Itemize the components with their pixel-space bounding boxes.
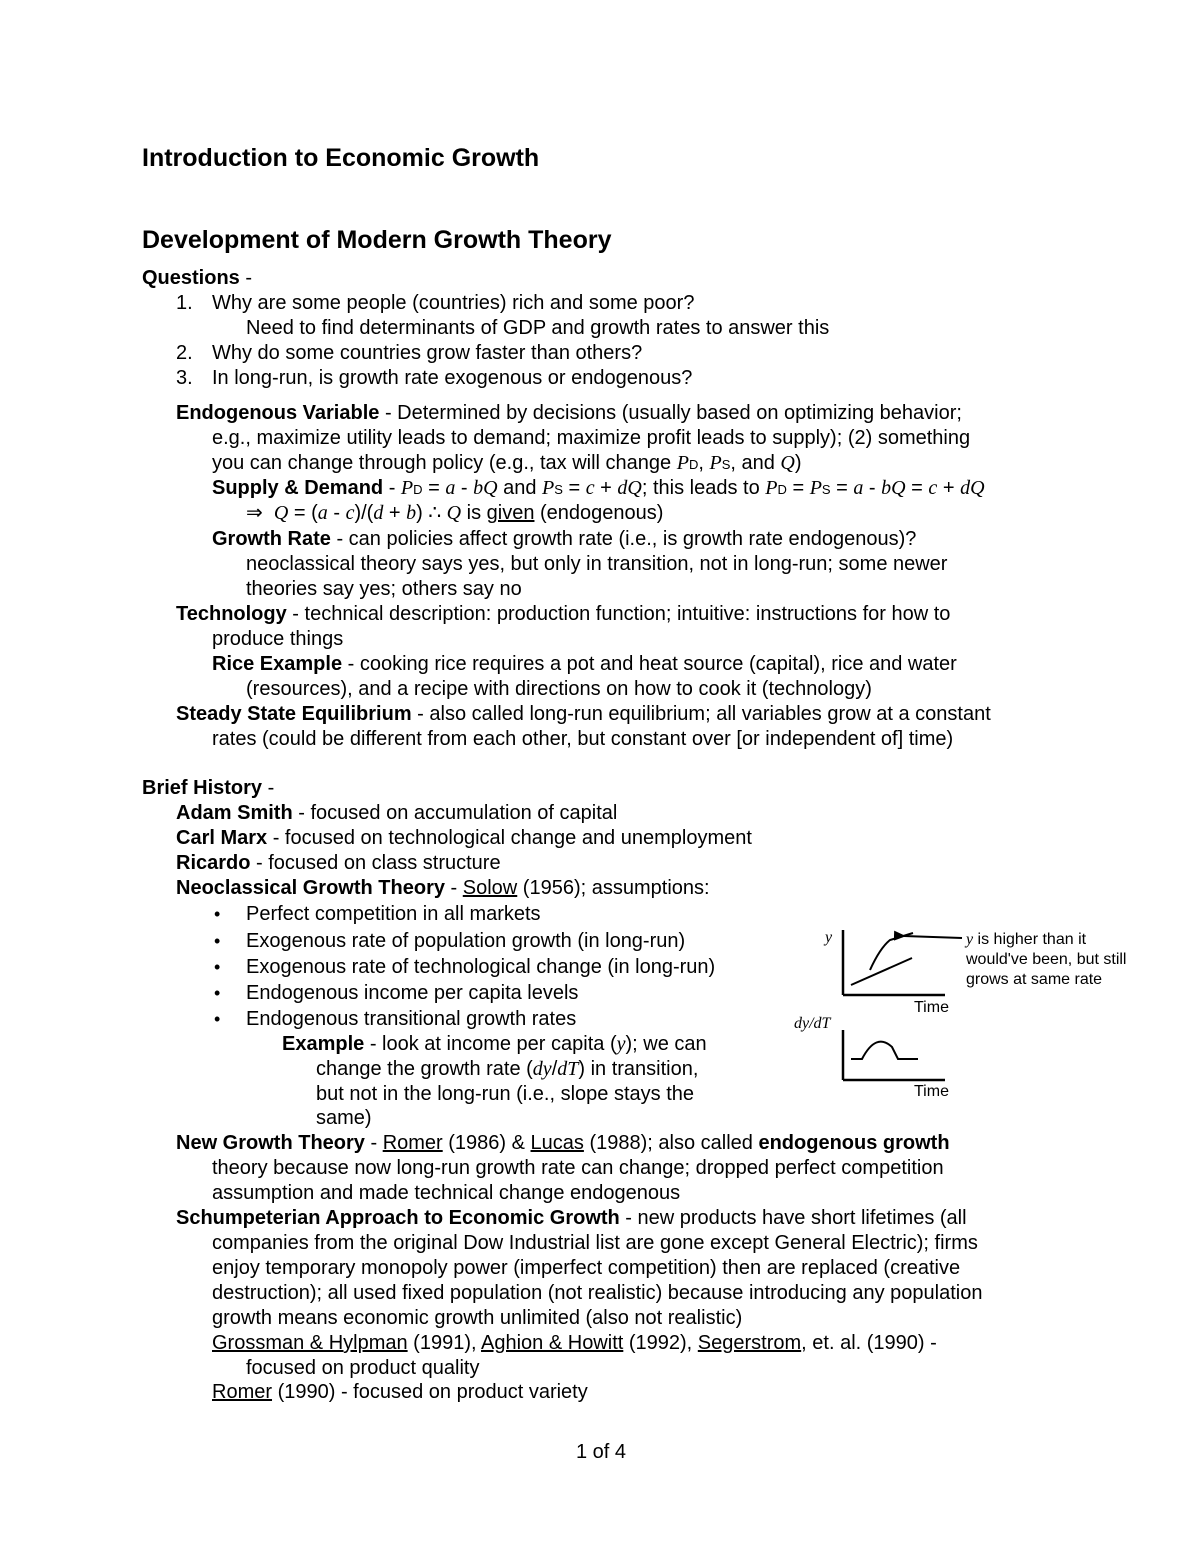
section-heading: Development of Modern Growth Theory [142,226,612,254]
bullet-marker: • [214,904,221,924]
example-line-4: same) [316,1107,372,1129]
bullet-marker: • [214,983,221,1003]
endogenous-line-1: - Determined by decisions (usually based on optimizing behavior; [379,402,962,424]
romer-reference: Romer [382,1132,443,1154]
graph-note-line-2: would've been, but still [966,951,1127,968]
example-line-1: Example - look at income per capita (y); we can [282,1033,707,1055]
page-number: 1 of 4 [576,1441,627,1463]
question-number: 1. [176,292,193,314]
growth-rate-term: Growth Rate [212,528,331,550]
rice-example-term: Rice Example [212,653,343,675]
graph-y-label: y [825,929,833,946]
graph-note-line-1: y is higher than it [966,931,1087,948]
bullet-marker: • [214,1009,221,1029]
graph-time-label: Time [914,1083,949,1100]
example-line-3: but not in the long-run (i.e., slope stays the [316,1083,694,1105]
history-neoclassical: Neoclassical Growth Theory - Solow (1956); assumptions: [176,877,710,899]
schumpeterian-line-5: growth means economic growth unlimited (also not realistic) [212,1307,743,1329]
graph-time-label: Time [914,999,949,1016]
question-note: Need to find determinants of GDP and growth rates to answer this [246,317,830,339]
quality-references: Grossman & Hylpman (1991), Aghion & Howitt (1992), Segerstrom, et. al. (1990) - [212,1332,937,1354]
schumpeterian-line-3: enjoy temporary monopoly power (imperfect competition) then are replaced (creative [212,1257,961,1279]
technology-term: Technology [176,603,287,625]
question-text: Why do some countries grow faster than others? [212,342,643,364]
new-growth-theory: New Growth Theory - Romer (1986) & Lucas (1988); also called endogenous growth [176,1132,950,1154]
technology-definition: Technology - technical description: production function; intuitive: instructions for how to [176,603,951,625]
history-heading: Brief History - [142,777,275,799]
bullet-marker: • [214,931,221,951]
given-underlined: given [486,502,535,524]
assumption-item: Endogenous income per capita levels [246,982,579,1004]
quality-references-line-2: focused on product quality [246,1357,480,1379]
supply-demand-solution: ⇒ Q = (a - c)/(d + b) ∴ Q is given (endogenous) [246,502,664,524]
questions-separator: - [239,267,253,289]
schumpeterian-approach: Schumpeterian Approach to Economic Growth - new products have short lifetimes (all [176,1207,967,1229]
rice-example: Rice Example - cooking rice requires a pot and heat source (capital), rice and water [212,653,957,675]
steady-state-line-2: rates (could be different from each other, but constant over [or independent of] time) [212,728,954,750]
graph-dy-dt-label: dy/dT [794,1015,831,1032]
endogenous-line-3: you can change through policy (e.g., tax will change PD, PS, and Q) [212,452,802,474]
questions-label: Questions [142,267,240,289]
assumption-item: Perfect competition in all markets [246,903,541,925]
growth-rate-line-2: neoclassical theory says yes, but only in transition, not in long-run; some newer [246,553,948,575]
graph-note-line-3: grows at same rate [966,971,1103,988]
annotation-arrow [904,936,962,938]
growth-rate-line-3: theories say yes; others say no [246,578,522,600]
schumpeterian-line-4: destruction); all used fixed population (not realistic) because introducing any population [212,1282,983,1304]
endogenous-line-3-text: you can change through policy (e.g., tax will change [212,452,677,474]
rice-example-line-2: (resources), and a recipe with directions on how to cook it (technology) [246,678,872,700]
shifted-path-line [870,933,913,970]
bullet-marker: • [214,957,221,977]
assumption-item: Exogenous rate of technological change (in long-run) [246,956,716,978]
supply-demand-term: Supply & Demand [212,477,384,499]
question-number: 2. [176,342,193,364]
endogenous-line-2: e.g., maximize utility leads to demand; maximize profit leads to supply); (2) something [212,427,971,449]
steady-state-definition: Steady State Equilibrium - also called long-run equilibrium; all variables grow at a constant [176,703,991,725]
page-title: Introduction to Economic Growth [142,144,540,172]
technology-line-2: produce things [212,628,344,650]
assumption-item: Endogenous transitional growth rates [246,1008,577,1030]
history-ricardo: Ricardo - focused on class structure [176,852,501,874]
variety-reference: Romer (1990) - focused on product variety [212,1381,588,1403]
solow-reference: Solow [462,877,518,899]
history-smith: Adam Smith - focused on accumulation of capital [176,802,618,824]
history-marx: Carl Marx - focused on technological change and unemployment [176,827,752,849]
growth-rate-bump [851,1042,918,1059]
new-growth-line-2: theory because now long-run growth rate can change; dropped perfect competition [212,1157,944,1179]
new-growth-line-3: assumption and made technical change endogenous [212,1182,681,1204]
history-label: Brief History [142,777,263,799]
schumpeterian-line-2: companies from the original Dow Industrial list are gone except General Electric); firms [212,1232,978,1254]
growth-rate-definition: Growth Rate - can policies affect growth rate (i.e., is growth rate endogenous)? [212,528,917,550]
example-term: Example [282,1033,365,1055]
original-path-line [851,958,912,985]
question-text: Why are some people (countries) rich and some poor? [212,292,695,314]
steady-state-term: Steady State Equilibrium [176,703,412,725]
lucas-reference: Lucas [530,1132,584,1154]
question-text: In long-run, is growth rate exogenous or endogenous? [212,367,693,389]
endogenous-term: Endogenous Variable [176,402,380,424]
assumption-item: Exogenous rate of population growth (in long-run) [246,930,686,952]
example-line-2: change the growth rate (dy/dT) in transition, [316,1058,699,1080]
question-number: 3. [176,367,193,389]
supply-demand-definition: Supply & Demand - PD = a - bQ and PS = c + dQ; this leads to PD = PS = a - bQ = c + dQ [212,477,985,499]
